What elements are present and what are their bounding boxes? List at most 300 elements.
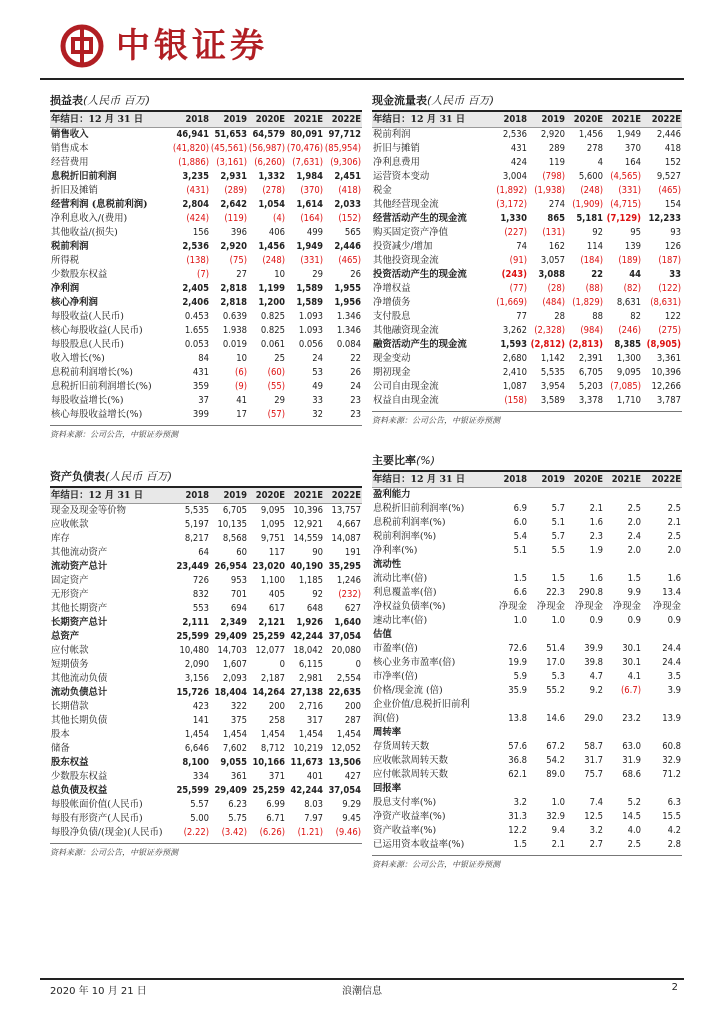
table-row [50,588,362,602]
table-cell [528,698,566,712]
row-label: 息税折旧前利润率(%) [373,503,465,514]
table-cell: 14,264 [252,687,285,698]
table-cell: (41,820) [172,143,209,154]
table-cell: 162 [548,241,565,252]
table-cell: (2,328) [534,325,565,336]
table-cell: 154 [664,199,681,210]
row-label: 其他收益/(损失) [51,227,118,238]
source-note: 资料来源：公司公告，中银证券预测 [50,843,362,859]
table-cell: (9) [235,381,247,392]
table-cell: 2022E [642,472,682,488]
table-cell: (1,829) [572,297,603,308]
table-row [50,198,362,212]
row-label: 无形资产 [51,589,89,600]
row-label: 年结日：12 月 31 日 [372,472,490,488]
table-cell: 2018 [490,112,528,128]
row-label: 其他投资现金流 [373,255,439,266]
table-cell: 5.3 [551,671,565,682]
table-cell: 6.99 [266,799,285,810]
table-cell: 7.4 [589,797,603,808]
table-cell: 89.0 [546,769,565,780]
table-cell: 8.03 [304,799,323,810]
table-cell [528,488,566,503]
table-row [50,756,362,770]
table-cell: 701 [230,589,247,600]
table-cell [642,628,682,642]
table-cell: 1.346 [336,311,361,322]
table-row [50,324,362,338]
table-row [372,198,682,212]
table-cell [604,698,642,712]
table-cell: 26 [350,367,361,378]
table-cell: 10,396 [293,505,323,516]
table-cell: (7,085) [610,381,641,392]
table-cell: 2,187 [260,673,285,684]
table-cell: 0.019 [222,339,247,350]
table-cell: 399 [192,409,209,420]
table-row [372,642,682,656]
table-cell: (8,905) [646,339,681,350]
table-cell: 5.9 [513,671,527,682]
row-label: 权益自由现金流 [373,395,439,406]
table-cell: (289) [224,185,247,196]
table-cell: 10 [274,269,285,280]
table-row [50,352,362,366]
table-cell: 9,751 [260,533,285,544]
table-cell [490,628,528,642]
table-cell: 953 [230,575,247,586]
table-cell: 139 [624,241,641,252]
table-cell: 2,391 [578,353,603,364]
table-row [50,644,362,658]
table-cell: 5.2 [627,797,641,808]
table-cell: 1,100 [260,575,285,586]
table-cell: 9,527 [656,171,681,182]
table-cell: (82) [623,283,641,294]
table-row [50,630,362,644]
table-cell: 401 [306,771,323,782]
table-cell: 29,409 [214,631,247,642]
table-cell: 2,111 [182,617,209,628]
table-cell: 32 [312,409,323,420]
table-cell: 5.00 [190,813,209,824]
table-cell: 553 [192,603,209,614]
table-row [372,268,682,282]
table-row [50,616,362,630]
table-cell: 1,199 [258,283,285,294]
table-cell: 1,589 [296,297,323,308]
table-cell: 565 [344,227,361,238]
table-cell: 净现金 [498,601,527,612]
table-cell: 191 [344,547,361,558]
table-cell: 3,787 [656,395,681,406]
table-cell: 375 [230,715,247,726]
cashflow-statement [372,92,682,427]
table-cell [604,558,642,572]
table-row [50,560,362,574]
table-cell: 35,295 [328,561,361,572]
row-label: 股息支付率(%) [373,797,437,808]
table-cell: 1,640 [334,617,361,628]
table-cell: 2.0 [627,517,641,528]
table-cell: 8,100 [182,757,209,768]
table-row [372,502,682,516]
table-cell: 1,949 [296,241,323,252]
table-cell: 13,757 [331,505,361,516]
table-cell: (6) [235,367,247,378]
table-cell: 0.825 [260,311,285,322]
table-cell: 18,042 [293,645,323,656]
table-cell: (2.22) [183,827,209,838]
table-cell: 2.1 [667,517,681,528]
table-cell: 12.5 [584,811,603,822]
table-cell: (6,260) [254,157,285,168]
table-cell: 5,600 [578,171,603,182]
table-cell: 2,920 [540,129,565,140]
table-cell: 1,185 [298,575,323,586]
table-cell: (248) [262,255,285,266]
table-cell: 11,673 [290,757,323,768]
table-cell: 51,653 [214,129,247,140]
table-cell: 2019 [210,488,248,504]
cashflow-table [372,112,682,408]
table-cell: 1.5 [513,839,527,850]
table-cell: 37,054 [328,785,361,796]
table-cell: 5,535 [540,367,565,378]
table-cell: 6,705 [222,505,247,516]
row-label: 库存 [51,533,70,544]
table-cell: 64 [198,547,209,558]
table-cell: 1.0 [513,615,527,626]
table-header-row [372,472,682,488]
row-label: 流动比率(倍) [373,573,428,584]
row-label: 储备 [51,743,70,754]
table-cell: 13.9 [662,713,681,724]
table-cell: 26,954 [214,561,247,572]
table-cell: 8,568 [222,533,247,544]
table-cell: 424 [510,157,527,168]
table-row [372,810,682,824]
table-cell: (60) [267,367,285,378]
table-cell: 1,454 [336,729,361,740]
table-row [50,394,362,408]
table-cell: (85,954) [324,143,361,154]
footer-company: 浪潮信息 [342,986,382,997]
table-row [50,714,362,728]
table-cell: 126 [664,241,681,252]
source-note: 资料来源：公司公告，中银证券预测 [372,411,682,427]
row-label: 年结日：12 月 31 日 [50,488,172,504]
table-cell: 1,454 [298,729,323,740]
table-row [372,184,682,198]
table-cell: 22 [350,353,361,364]
table-cell: 46,941 [176,129,209,140]
table-row [50,686,362,700]
row-label: 息税前利润增长(%) [51,367,133,378]
table-row [372,698,682,712]
table-cell: 0.453 [184,311,209,322]
table-cell: 2,536 [182,241,209,252]
table-cell: 1.0 [551,615,565,626]
table-cell: 1,593 [500,339,527,350]
table-cell: 1.6 [589,573,603,584]
table-cell: 3.5 [667,671,681,682]
table-cell: (7,631) [292,157,323,168]
table-row [50,282,362,296]
table-cell [528,726,566,740]
table-cell: 4.1 [627,671,641,682]
table-cell [566,698,604,712]
table-row [372,768,682,782]
table-cell: 88 [592,311,603,322]
table-cell: 2,716 [298,701,323,712]
table-cell [642,698,682,712]
row-label: 净增债务 [373,297,411,308]
table-cell [604,726,642,740]
table-cell: 32.9 [546,811,565,822]
row-label: 企业价值/息税折旧前利 [373,699,470,710]
table-row [50,128,362,143]
brand-name: 中银证券 [116,26,268,66]
table-cell: 6.6 [513,587,527,598]
table-row [372,600,682,614]
table-row [372,726,682,740]
table-cell: 1.0 [551,797,565,808]
row-label: 回报率 [373,783,402,794]
table-cell: (131) [542,227,565,238]
table-cell: 9.45 [342,813,361,824]
table-cell: 2,090 [184,659,209,670]
table-cell: 3,361 [656,353,681,364]
table-cell: 694 [230,603,247,614]
table-cell: 1,614 [296,199,323,210]
table-row [372,796,682,810]
row-label: 应收帐款周转天数 [373,755,449,766]
table-cell: 2,642 [220,199,247,210]
table-cell: 2,406 [182,297,209,308]
table-cell: 2019 [528,472,566,488]
table-cell: 71.2 [662,769,681,780]
table-cell: 3,954 [540,381,565,392]
row-label: 息税折旧前利润 [51,171,117,182]
table-cell: 405 [268,589,285,600]
table-row [50,170,362,184]
table-cell [490,558,528,572]
row-label: 周转率 [373,727,402,738]
table-cell: 2,804 [182,199,209,210]
table-cell: 0.056 [298,339,323,350]
table-cell: 2021E [604,472,642,488]
row-label: 折旧与摊销 [373,143,420,154]
table-cell: 2021E [286,488,324,504]
row-label: 净增权益 [373,283,411,294]
table-cell: (75) [229,255,247,266]
footer-page-number: 2 [671,982,678,993]
table-cell: 净现金 [536,601,565,612]
row-label: 销售收入 [51,129,89,140]
table-cell: 95 [630,227,641,238]
table-cell: 418 [664,143,681,154]
table-row [372,684,682,698]
table-cell: 33 [669,269,681,280]
table-cell: 1,332 [258,171,285,182]
row-label: 每股股息(人民币) [51,339,124,350]
table-cell: 14,087 [331,533,361,544]
table-cell: 1,300 [616,353,641,364]
table-cell: 4,667 [336,519,361,530]
table-cell: 14.6 [546,713,565,724]
row-label: 经营活动产生的现金流 [373,213,467,224]
table-cell: 2018 [490,472,528,488]
table-cell: 2.0 [667,545,681,556]
table-cell: 2,920 [220,241,247,252]
table-cell: (484) [542,297,565,308]
table-cell: 3,589 [540,395,565,406]
row-label: 固定资产 [51,575,89,586]
table-cell: 29.0 [584,713,603,724]
table-row [372,156,682,170]
table-cell: 2,121 [258,617,285,628]
table-row [50,700,362,714]
row-label: 存货周转天数 [373,741,430,752]
table-cell: (248) [580,185,603,196]
table-cell: 5.1 [513,545,527,556]
table-cell: 648 [306,603,323,614]
table-cell: 净现金 [652,601,681,612]
table-row [372,824,682,838]
table-cell: 5.7 [551,503,565,514]
table-cell: 24 [312,353,323,364]
table-row [50,156,362,170]
table-cell: 6.9 [513,503,527,514]
table-cell: 1,949 [616,129,641,140]
table-cell: 4.2 [667,825,681,836]
table-cell: 33 [312,395,323,406]
table-cell: 8,712 [260,743,285,754]
table-cell: 1,087 [502,381,527,392]
table-cell [642,726,682,740]
table-cell: 55.2 [546,685,565,696]
table-cell: 1,956 [334,297,361,308]
footer-date: 2020 年 10 月 21 日 [50,986,147,997]
table-header-row [372,112,682,128]
table-cell: 2,451 [334,171,361,182]
table-row [372,226,682,240]
row-label: 年结日：12 月 31 日 [50,112,172,128]
table-cell: 5.7 [551,531,565,542]
table-cell: 5,203 [578,381,603,392]
table-cell: 68.6 [622,769,641,780]
table-row [50,574,362,588]
row-label: 总资产 [51,631,80,642]
row-label: 流动负债总计 [51,687,108,698]
table-cell: 2,818 [220,283,247,294]
table-cell: 156 [192,227,209,238]
row-label: 应付帐款周转天数 [373,769,449,780]
row-label: 年结日：12 月 31 日 [372,112,490,128]
table-cell: (158) [504,395,527,406]
table-cell: 5,197 [184,519,209,530]
table-cell: 5.4 [513,531,527,542]
table-cell: (138) [186,255,209,266]
table-cell: 97,712 [328,129,361,140]
table-cell: (187) [658,255,681,266]
table-row [372,488,682,503]
row-label: 股本 [51,729,70,740]
table-cell: 371 [268,771,285,782]
table-row [372,170,682,184]
table-cell: 2,405 [182,283,209,294]
row-label: 其他流动资产 [51,547,108,558]
table-cell: 12,052 [331,743,361,754]
table-cell: 1.093 [298,311,323,322]
table-cell: 25,599 [176,631,209,642]
section-title: 损益表(人民币 百万) [50,92,362,112]
table-row [50,310,362,324]
table-row [372,352,682,366]
table-cell: 25,599 [176,785,209,796]
section-title: 现金流量表(人民币 百万) [372,92,682,112]
row-label: 少数股东权益 [51,269,108,280]
row-label: 润(倍) [373,713,400,724]
table-cell: 2.5 [667,531,681,542]
table-row [50,408,362,422]
table-cell: 1.938 [222,325,247,336]
bank-of-china-logo-icon [60,24,104,68]
section-title: 主要比率(%) [372,452,682,472]
table-cell: (8,631) [650,297,681,308]
income-statement [50,92,362,441]
table-cell [490,782,528,796]
table-cell: 22 [591,269,603,280]
table-cell: 6.0 [513,517,527,528]
table-row [372,128,682,143]
table-cell: 3,262 [502,325,527,336]
table-cell [566,726,604,740]
table-cell: 832 [192,589,209,600]
table-cell: 114 [586,241,603,252]
table-row [50,366,362,380]
row-label: 销售成本 [51,143,89,154]
table-cell: 13.4 [662,587,681,598]
table-cell: 865 [547,213,565,224]
table-cell: 57.6 [508,741,527,752]
table-cell: (189) [618,255,641,266]
table-cell: 5.5 [551,545,565,556]
table-cell: 1.346 [336,325,361,336]
table-cell: 25 [274,353,285,364]
table-cell: 39.8 [584,657,603,668]
table-header-row [50,488,362,504]
row-label: 少数股东权益 [51,771,108,782]
row-label: 估值 [373,629,392,640]
row-label: 净资产收益率(%) [373,811,446,822]
table-row [372,628,682,642]
table-cell [490,488,528,503]
table-row [50,142,362,156]
table-cell: 7.97 [304,813,323,824]
table-row [372,656,682,670]
table-cell: 5.75 [228,813,247,824]
table-row [50,728,362,742]
table-cell: 0.053 [184,339,209,350]
table-cell: 93 [670,227,681,238]
table-cell: 317 [306,715,323,726]
table-row [372,212,682,226]
table-cell: 9.2 [589,685,603,696]
table-cell: 499 [306,227,323,238]
table-cell: 200 [344,701,361,712]
